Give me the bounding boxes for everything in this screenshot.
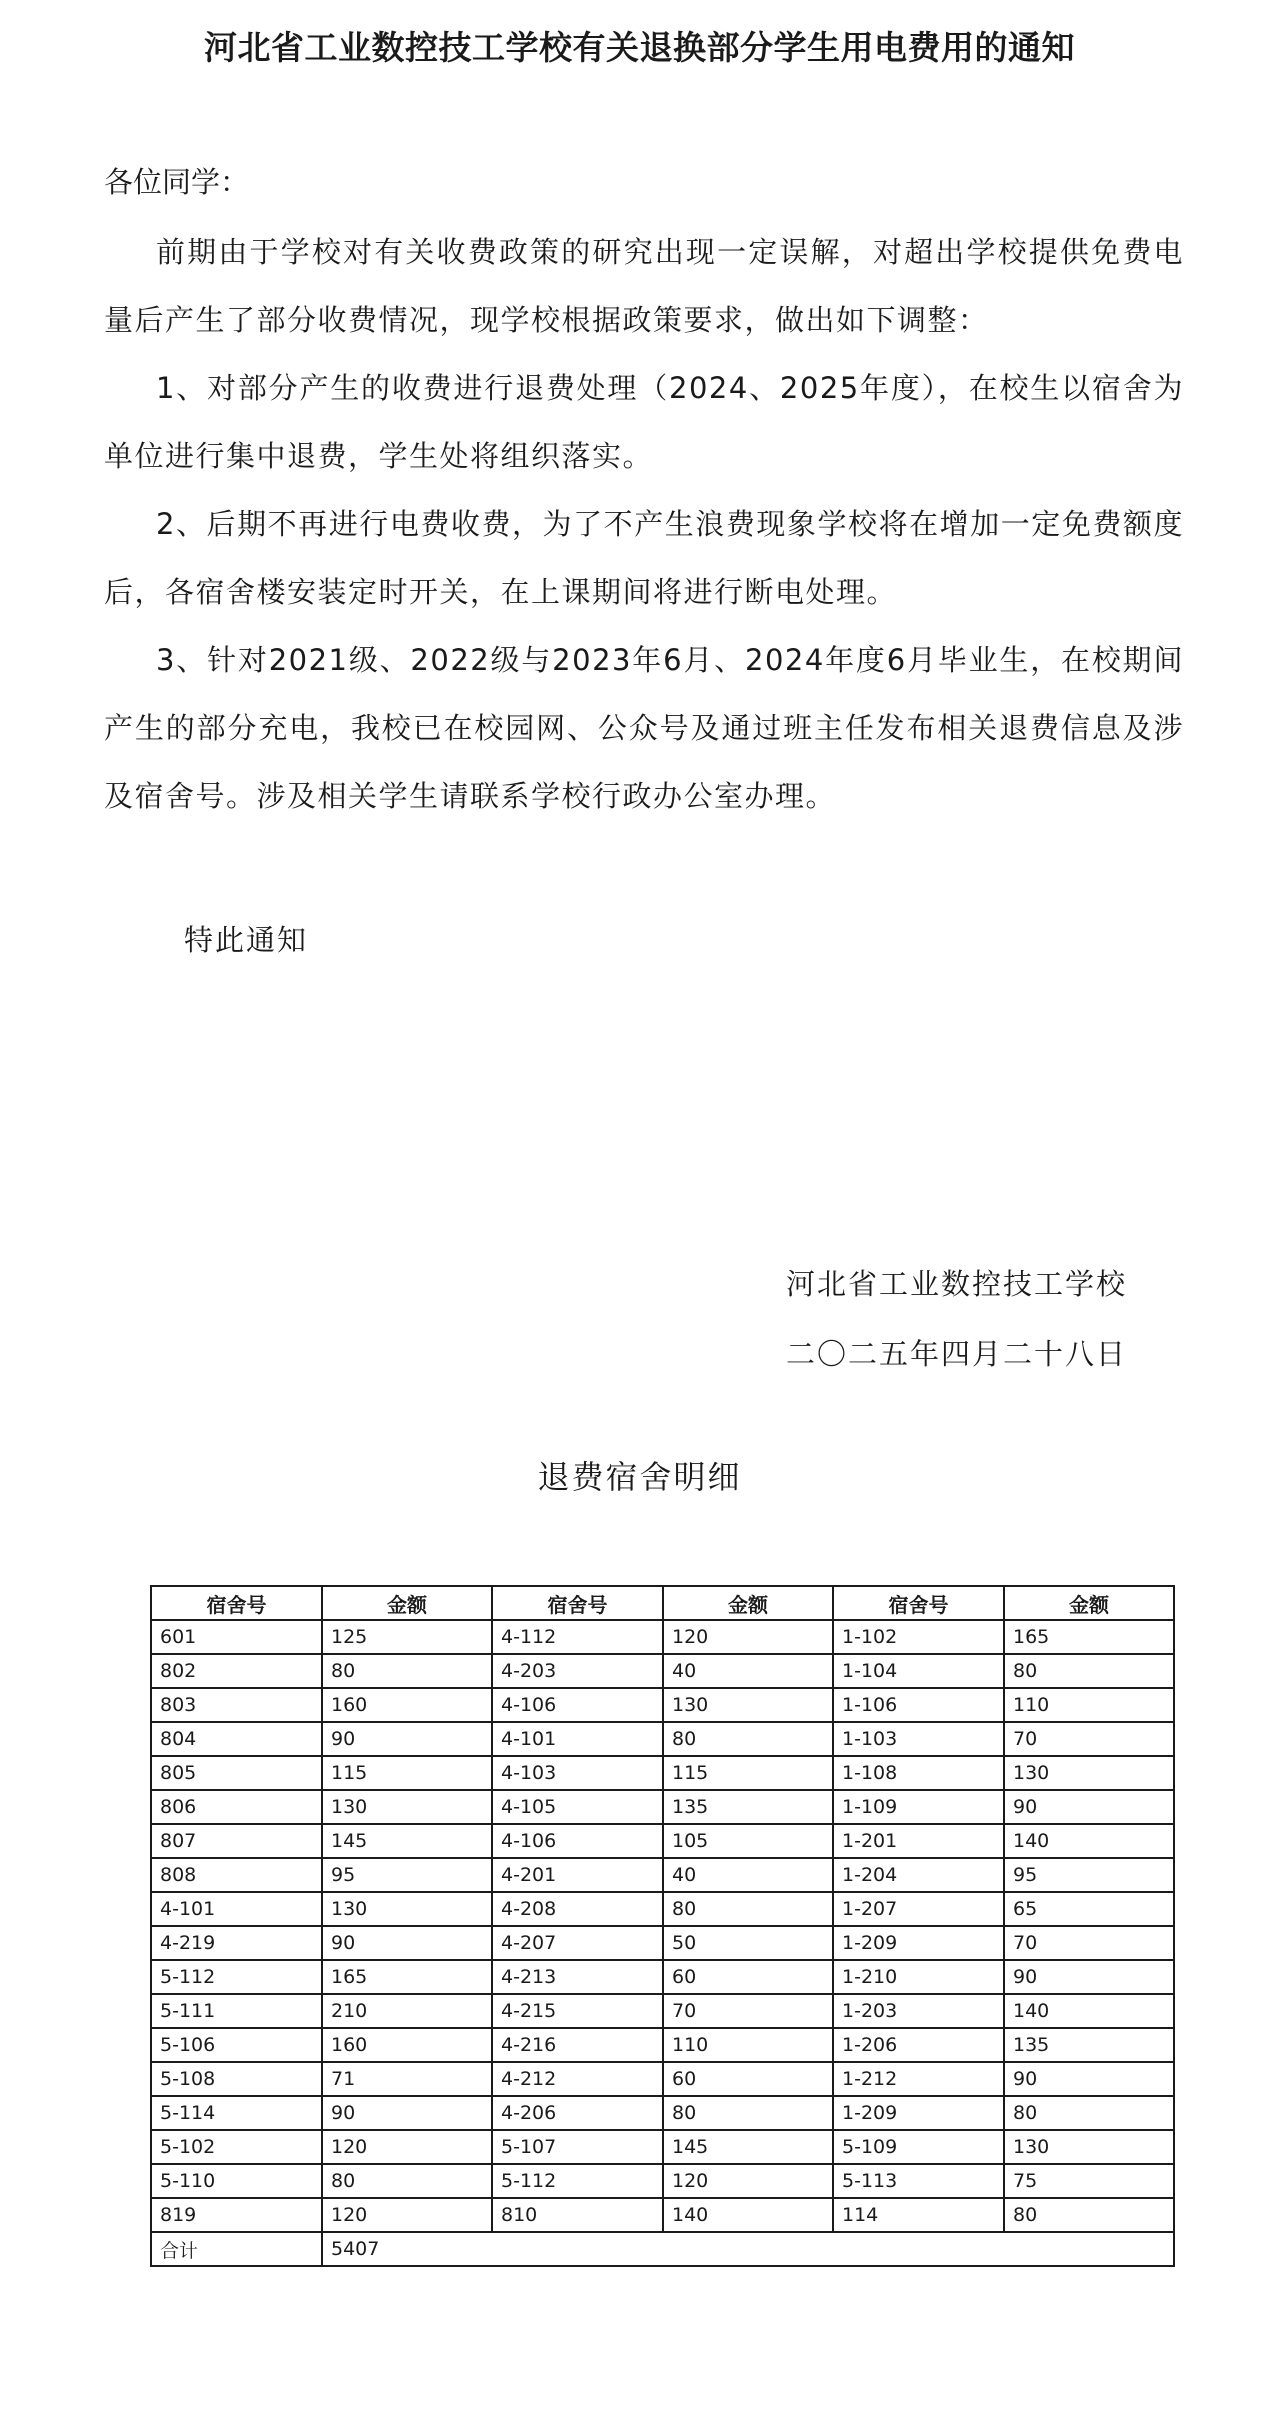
dorm-number-cell: 804 [151,1722,322,1756]
dorm-number-cell: 4-201 [492,1858,663,1892]
amount-cell: 40 [663,1654,833,1688]
table-row [151,2062,1174,2096]
dorm-number-cell: 4-212 [492,2062,663,2096]
amount-cell: 115 [322,1756,492,1790]
header-dorm: 宿舍号 [151,1586,322,1620]
amount-cell: 40 [663,1858,833,1892]
amount-cell: 90 [1004,1790,1174,1824]
dorm-number-cell: 5-106 [151,2028,322,2062]
dorm-number-cell: 4-219 [151,1926,322,1960]
amount-cell: 105 [663,1824,833,1858]
intro-paragraph: 前期由于学校对有关收费政策的研究出现一定误解，对超出学校提供免费电量后产生了部分收费情况，现学校根据政策要求，做出如下调整： [104,235,1184,337]
dorm-number-cell: 114 [833,2198,1004,2232]
dorm-number-cell: 1-209 [833,1926,1004,1960]
amount-cell: 60 [663,1960,833,1994]
amount-cell: 130 [1004,2130,1174,2164]
amount-cell: 120 [322,2130,492,2164]
table-row [151,1824,1174,1858]
dorm-number-cell: 1-106 [833,1688,1004,1722]
dorm-number-cell: 1-206 [833,2028,1004,2062]
dorm-number-cell: 5-112 [151,1960,322,1994]
table-row [151,1756,1174,1790]
amount-cell: 50 [663,1926,833,1960]
amount-cell: 75 [1004,2164,1174,2198]
amount-cell: 90 [322,1722,492,1756]
header-dorm: 宿舍号 [492,1586,663,1620]
table-row [151,2198,1174,2232]
header-amount: 金额 [322,1586,492,1620]
amount-cell: 90 [1004,2062,1174,2096]
total-value: 5407 [322,2232,1174,2266]
total-label: 合计 [151,2232,322,2266]
dorm-number-cell: 4-208 [492,1892,663,1926]
table-row [151,1926,1174,1960]
dorm-number-cell: 4-103 [492,1756,663,1790]
table-row [151,2028,1174,2062]
amount-cell: 130 [663,1688,833,1722]
amount-cell: 90 [1004,1960,1174,1994]
amount-cell: 80 [322,2164,492,2198]
dorm-number-cell: 5-114 [151,2096,322,2130]
amount-cell: 71 [322,2062,492,2096]
amount-cell: 135 [1004,2028,1174,2062]
amount-cell: 140 [1004,1824,1174,1858]
table-row [151,2130,1174,2164]
dorm-number-cell: 1-109 [833,1790,1004,1824]
closing-text: 特此通知 [184,923,309,957]
table-row [151,1688,1174,1722]
dorm-number-cell: 5-113 [833,2164,1004,2198]
dorm-number-cell: 1-204 [833,1858,1004,1892]
amount-cell: 65 [1004,1892,1174,1926]
amount-cell: 80 [663,1722,833,1756]
header-amount: 金额 [663,1586,833,1620]
dorm-number-cell: 803 [151,1688,322,1722]
dorm-number-cell: 4-213 [492,1960,663,1994]
table-row [151,1858,1174,1892]
signature-school: 河北省工业数控技工学校 [786,1267,1128,1301]
table-row [151,1960,1174,1994]
amount-cell: 135 [663,1790,833,1824]
dorm-number-cell: 808 [151,1858,322,1892]
amount-cell: 145 [663,2130,833,2164]
dorm-number-cell: 4-203 [492,1654,663,1688]
dorm-number-cell: 5-107 [492,2130,663,2164]
amount-cell: 80 [1004,1654,1174,1688]
table-body [151,1620,1174,2232]
item-3-paragraph: 3、针对2021级、2022级与2023年6月、2024年度6月毕业生，在校期间产生的部分充电，我校已在校园网、公众号及通过班主任发布相关退费信息及涉及宿舍号。涉及相关学生请联系学校行政办公室办理。 [104,643,1184,813]
dorm-number-cell: 805 [151,1756,322,1790]
amount-cell: 90 [322,1926,492,1960]
dorm-number-cell: 1-203 [833,1994,1004,2028]
dorm-number-cell: 807 [151,1824,322,1858]
dorm-number-cell: 1-210 [833,1960,1004,1994]
amount-cell: 120 [663,2164,833,2198]
salutation: 各位同学： [104,165,250,199]
dorm-number-cell: 802 [151,1654,322,1688]
amount-cell: 130 [322,1790,492,1824]
amount-cell: 125 [322,1620,492,1654]
amount-cell: 110 [1004,1688,1174,1722]
dorm-number-cell: 4-101 [492,1722,663,1756]
dorm-number-cell: 4-106 [492,1824,663,1858]
amount-cell: 140 [1004,1994,1174,2028]
table-row [151,1994,1174,2028]
dorm-number-cell: 4-101 [151,1892,322,1926]
dorm-number-cell: 4-206 [492,2096,663,2130]
dorm-number-cell: 5-112 [492,2164,663,2198]
amount-cell: 120 [663,1620,833,1654]
table-header-row [151,1586,1174,1620]
amount-cell: 80 [663,2096,833,2130]
dorm-number-cell: 810 [492,2198,663,2232]
amount-cell: 115 [663,1756,833,1790]
dorm-number-cell: 1-108 [833,1756,1004,1790]
amount-cell: 165 [322,1960,492,1994]
notice-title: 河北省工业数控技工学校有关退换部分学生用电费用的通知 [204,28,1075,67]
amount-cell: 140 [663,2198,833,2232]
amount-cell: 70 [1004,1926,1174,1960]
dorm-number-cell: 1-103 [833,1722,1004,1756]
dorm-number-cell: 1-212 [833,2062,1004,2096]
table-row [151,2164,1174,2198]
table-row [151,1722,1174,1756]
table-row [151,2096,1174,2130]
dorm-number-cell: 1-201 [833,1824,1004,1858]
amount-cell: 120 [322,2198,492,2232]
dorm-number-cell: 601 [151,1620,322,1654]
dorm-number-cell: 4-207 [492,1926,663,1960]
amount-cell: 165 [1004,1620,1174,1654]
table-row [151,1892,1174,1926]
table-row [151,1620,1174,1654]
dorm-number-cell: 1-104 [833,1654,1004,1688]
amount-cell: 130 [322,1892,492,1926]
amount-cell: 80 [663,1892,833,1926]
dorm-number-cell: 4-106 [492,1688,663,1722]
dorm-number-cell: 4-216 [492,2028,663,2062]
dorm-number-cell: 5-109 [833,2130,1004,2164]
amount-cell: 70 [1004,1722,1174,1756]
dorm-number-cell: 5-111 [151,1994,322,2028]
dorm-number-cell: 1-207 [833,1892,1004,1926]
dorm-number-cell: 4-112 [492,1620,663,1654]
amount-cell: 70 [663,1994,833,2028]
amount-cell: 95 [1004,1858,1174,1892]
table-row [151,1654,1174,1688]
header-amount: 金额 [1004,1586,1174,1620]
dorm-number-cell: 1-102 [833,1620,1004,1654]
dorm-number-cell: 806 [151,1790,322,1824]
amount-cell: 95 [322,1858,492,1892]
amount-cell: 60 [663,2062,833,2096]
amount-cell: 160 [322,2028,492,2062]
dorm-number-cell: 1-209 [833,2096,1004,2130]
refund-table [150,1585,1175,2267]
dorm-number-cell: 5-110 [151,2164,322,2198]
signature-date: 二〇二五年四月二十八日 [786,1337,1128,1371]
amount-cell: 80 [1004,2096,1174,2130]
dorm-number-cell: 5-108 [151,2062,322,2096]
table-title: 退费宿舍明细 [537,1458,742,1496]
item-2-paragraph: 2、后期不再进行电费收费，为了不产生浪费现象学校将在增加一定免费额度后，各宿舍楼安装定时开关，在上课期间将进行断电处理。 [104,507,1184,609]
amount-cell: 130 [1004,1756,1174,1790]
amount-cell: 210 [322,1994,492,2028]
dorm-number-cell: 4-105 [492,1790,663,1824]
amount-cell: 90 [322,2096,492,2130]
dorm-number-cell: 819 [151,2198,322,2232]
dorm-number-cell: 5-102 [151,2130,322,2164]
amount-cell: 160 [322,1688,492,1722]
amount-cell: 80 [1004,2198,1174,2232]
item-1-paragraph: 1、对部分产生的收费进行退费处理（2024、2025年度），在校生以宿舍为单位进行集中退费，学生处将组织落实。 [104,371,1184,473]
amount-cell: 145 [322,1824,492,1858]
header-dorm: 宿舍号 [833,1586,1004,1620]
dorm-number-cell: 4-215 [492,1994,663,2028]
table-total-row [151,2232,1174,2266]
table-row [151,1790,1174,1824]
amount-cell: 110 [663,2028,833,2062]
amount-cell: 80 [322,1654,492,1688]
